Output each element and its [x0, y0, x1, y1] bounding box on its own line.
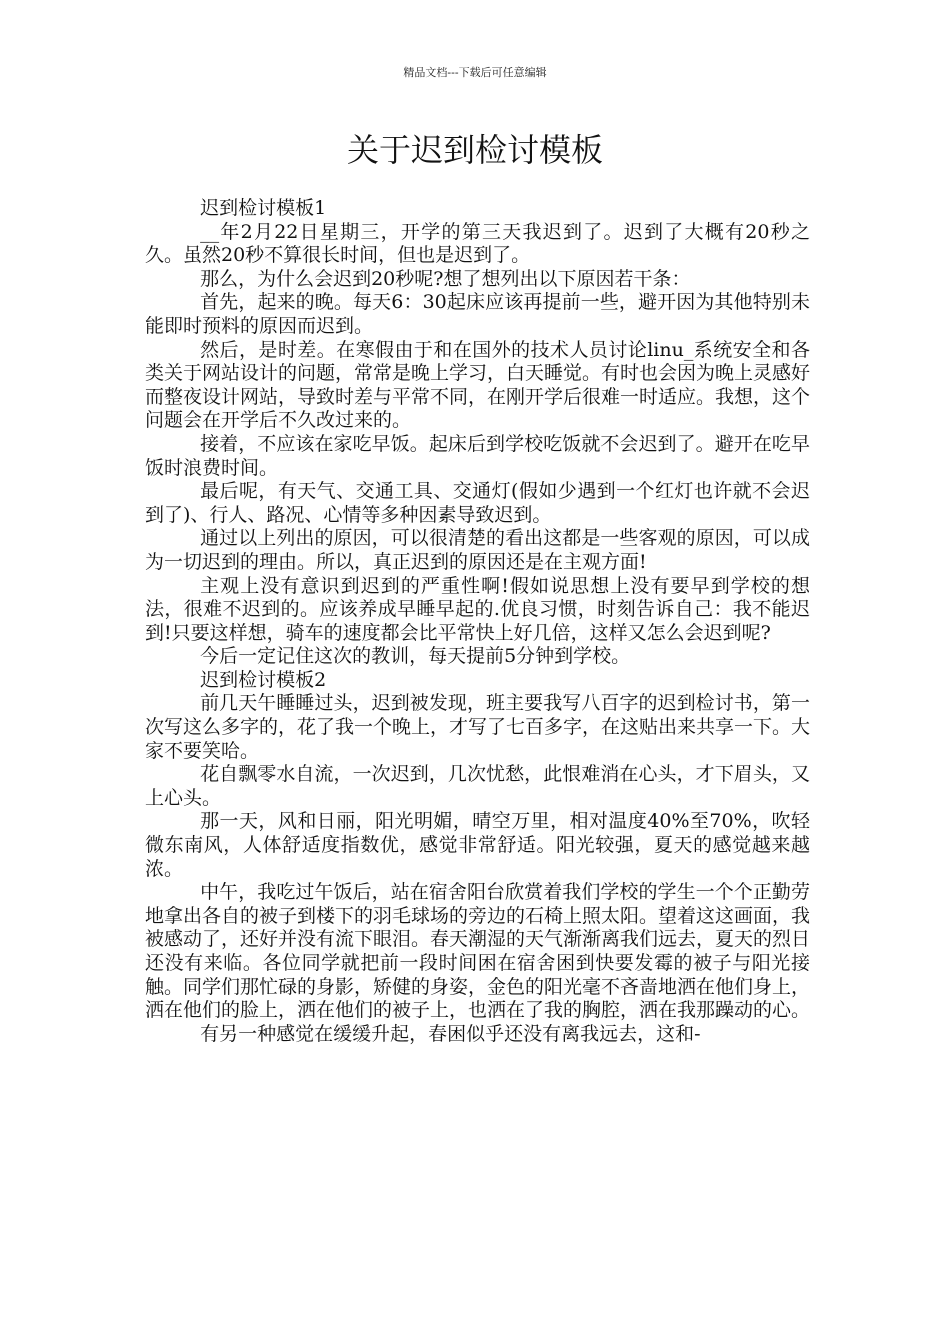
paragraph: 今后一定记住这次的教训，每天提前5分钟到学校。 [200, 645, 631, 668]
paragraph: 接着，不应该在家吃早饭。起床后到学校吃饭就不会迟到了。避开在吃早饭时浪费时间。 [145, 432, 810, 479]
paragraph: 然后，是时差。在寒假由于和在国外的技术人员讨论linu_系统安全和各类关于网站设计的问题，常常是晚上学习，白天睡觉。有时也会因为晚上灵感好而整夜设计网站，导致时差与平常不同，在刚开学后很难一时适应。我想，这个问题会在开学后不久改过来的。 [145, 338, 811, 432]
document-body [145, 197, 810, 1046]
paragraph: 花自飘零水自流，一次迟到，几次忧愁，此恨难消在心头，才下眉头，又上心头。 [145, 763, 810, 809]
paragraph: 主观上没有意识到迟到的严重性啊!假如说思想上没有要早到学校的想法，很难不迟到的。应该养成早睡早起的.优良习惯，时刻告诉自己：我不能迟到!只要这样想，骑车的速度都会比平常快上好几倍，这样又怎么会迟到呢? [145, 574, 810, 644]
header-note: 精品文档---下载后可任意编辑 [403, 66, 547, 79]
paragraph: 那么，为什么会迟到20秒呢?想了想列出以下原因若干条： [200, 267, 691, 290]
document-title: 关于迟到检讨模板 [346, 131, 603, 169]
section-heading-template-1: 迟到检讨模板1 [200, 197, 327, 219]
paragraph: 有另一种感觉在缓缓升起，春困似乎还没有离我远去，这和- [200, 1022, 701, 1045]
paragraph: 通过以上列出的原因，可以很清楚的看出这都是一些客观的原因，可以成为一切迟到的理由。所以，真正迟到的原因还是在主观方面! [145, 527, 810, 573]
paragraph: 前几天午睡睡过头，迟到被发现，班主要我写八百字的迟到检讨书，第一次写这么多字的，花了我一个晚上，才写了七百多字，在这贴出来共享一下。大家不要笑哈。 [145, 692, 811, 762]
section-heading-template-2: 迟到检讨模板2 [200, 668, 327, 691]
paragraph: __年2月22日星期三，开学的第三天我迟到了。迟到了大概有20秒之久。虽然20秒不算很长时间，但也是迟到了。 [145, 220, 810, 267]
paragraph: 最后呢，有天气、交通工具、交通灯(假如少遇到一个红灯也许就不会迟到了)、行人、路况、心情等多种因素导致迟到。 [145, 480, 810, 526]
paragraph: 中午，我吃过午饭后，站在宿舍阳台欣赏着我们学校的学生一个个正勤劳地拿出各自的被子到楼下的羽毛球场的旁边的石椅上照太阳。望着这这画面，我被感动了，还好并没有流下眼泪。春天潮湿的天气渐渐离我们远去，夏天的烈日还没有来临。各位同学就把前一段时间困在宿舍困到快要发霉的被子与阳光接触。同学们那忙碌的身影，矫健的身姿，金色的阳光毫不吝啬地洒在他们身上，洒在他们的脸上，洒在他们的被子上，也洒在了我的胸腔，洒在我那躁动的心。 [145, 881, 811, 1022]
paragraph: 首先，起来的晚。每天6：30起床应该再提前一些，避开因为其他特别未能即时预料的原因而迟到。 [145, 291, 810, 337]
paragraph: 那一天，风和日丽，阳光明媚，晴空万里，相对温度40%至70%，吹轻微东南风，人体舒适度指数优，感觉非常舒适。阳光较强，夏天的感觉越来越浓。 [145, 810, 810, 880]
